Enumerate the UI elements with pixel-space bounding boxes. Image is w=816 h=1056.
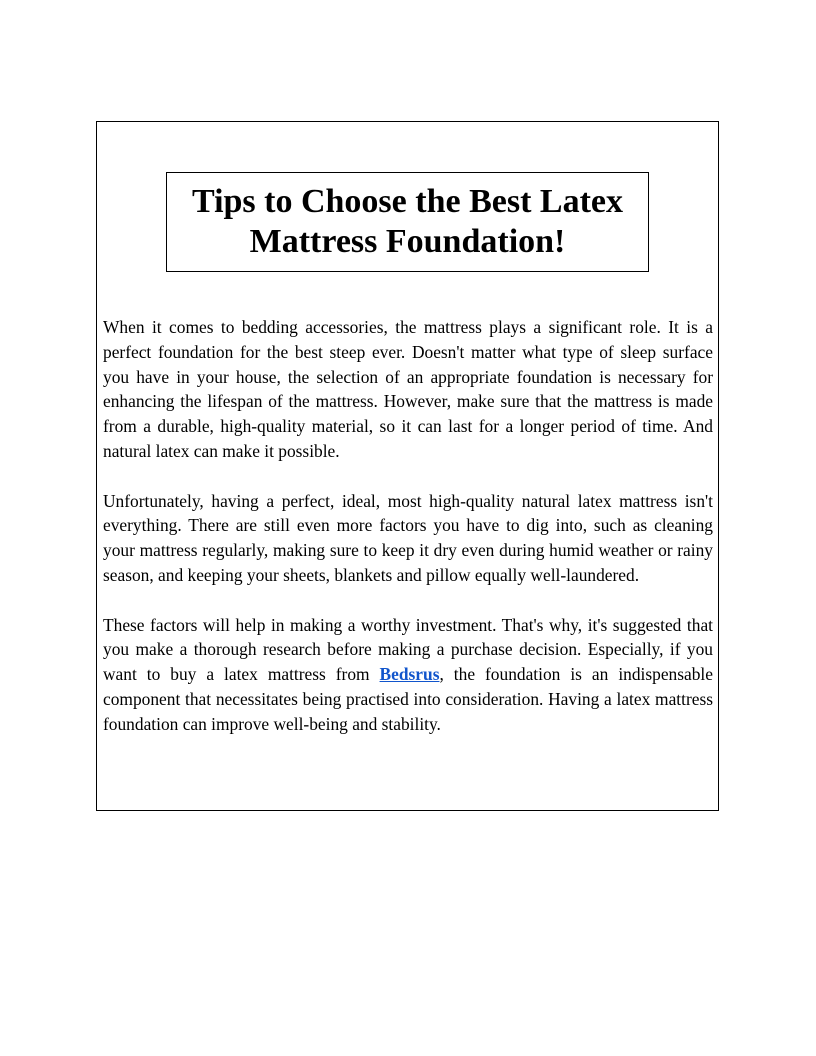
title-line-2: Mattress Foundation!	[249, 223, 566, 260]
bedsrus-link[interactable]: Bedsrus	[379, 664, 440, 685]
paragraph-3-text-before: These factors will help in making a worthy investment. That's why, it's suggested that you make a thorough research before making a purchase decision. Especially, if you want to buy a latex mattress from	[103, 614, 713, 685]
paragraph-2: Unfortunately, having a perfect, ideal, most high-quality natural latex mattress isn't everything. There are still even more factors you have to dig into, such as cleaning your mattress regularly, making sure to keep it dry even during humid weather or rainy season, and keeping your sheets, blankets and pillow equally well-laundered.	[103, 490, 713, 585]
title-line-1: Tips to Choose the Best Latex	[192, 183, 623, 220]
paragraph-3-text-after: , the foundation is an indispensable component that necessitates being practised into consideration. Having a latex mattress foundation can improve well-being and stability.	[103, 664, 713, 734]
page-title	[192, 182, 623, 262]
paragraph-3	[103, 613, 713, 737]
title-box	[166, 172, 649, 272]
paragraph-1: When it comes to bedding accessories, the mattress plays a significant role. It is a perfect foundation for the best steep ever. Doesn't matter what type of sleep surface you have in your house, the selection of an appropriate foundation is necessary for enhancing the lifespan of the mattress. However, make sure that the mattress is made from a durable, high-quality material, so it can last for a longer period of time. And natural latex can make it possible.	[103, 317, 713, 461]
article-body	[103, 315, 713, 761]
